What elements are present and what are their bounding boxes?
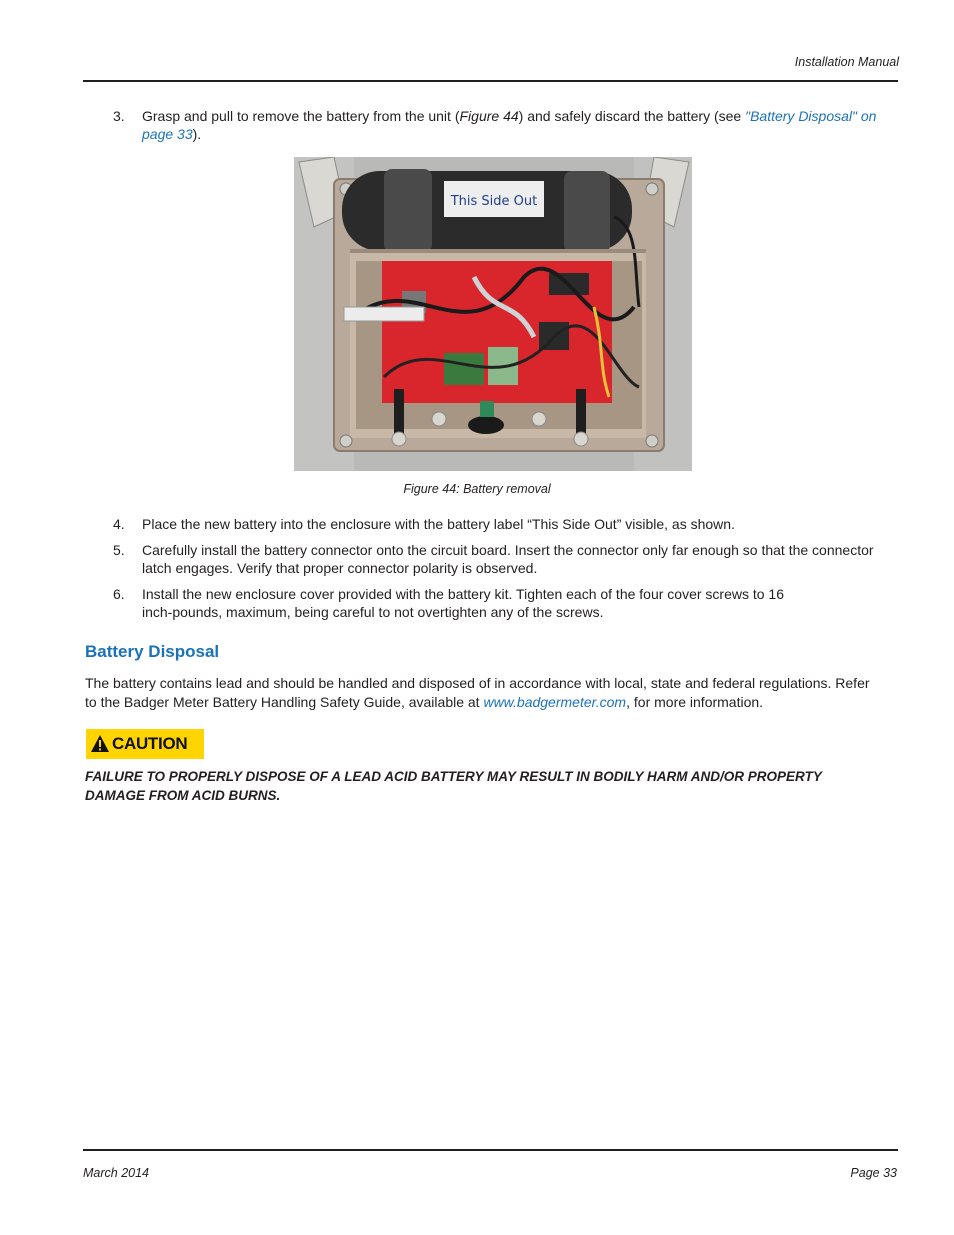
footer-date: March 2014 [83, 1166, 150, 1180]
step-number: 6. [113, 586, 125, 602]
page-number: Page 33 [850, 1166, 897, 1180]
warning-triangle-icon [90, 734, 110, 754]
caution-badge [86, 729, 204, 759]
figure-reference: Figure 44 [459, 108, 519, 124]
footer-rule [83, 1149, 898, 1151]
step-number: 3. [113, 108, 125, 124]
step-number: 4. [113, 516, 125, 532]
step-text: Install the new enclosure cover provided with the battery kit. Tighten each of the four cover screws to 16 inch-pounds, maximum, being careful to not overtighten any of the screws. [142, 586, 785, 620]
step-text: Grasp and pull to remove the battery from the unit (Figure 44) and safely discard the battery (see "Battery Disposal" on page 33). [142, 108, 877, 142]
step-text: Carefully install the battery connector onto the circuit board. Insert the connector only far enough so that the connector latch engages. Verify that proper connector polarity is observed. [142, 542, 874, 576]
section-heading: Battery Disposal [85, 642, 220, 661]
header-title: Installation Manual [794, 55, 899, 69]
step-number: 5. [113, 542, 125, 558]
header-rule [83, 80, 898, 82]
caution-label: CAUTION [112, 734, 188, 753]
caution-text: FAILURE TO PROPERLY DISPOSE OF A LEAD ACID BATTERY MAY RESULT IN BODILY HARM AND/OR PROPERTY DAMAGE FROM ACID BURNS. [85, 769, 822, 803]
battery-removal-photo [294, 157, 692, 471]
battery-disposal-link[interactable]: "Battery Disposal" on page 33 [142, 108, 877, 142]
section-paragraph: The battery contains lead and should be handled and disposed of in accordance with local, state and federal regulations. Refer to the Badger Meter Battery Handling Safety Guide, available at www.badgermeter.com, for more information. [85, 675, 870, 710]
figure-caption: Figure 44: Battery removal [403, 482, 551, 496]
badgermeter-link[interactable]: www.badgermeter.com [483, 694, 627, 710]
battery-label: This Side Out [450, 194, 538, 209]
step-text: Place the new battery into the enclosure with the battery label “This Side Out” visible, as shown. [142, 516, 735, 532]
